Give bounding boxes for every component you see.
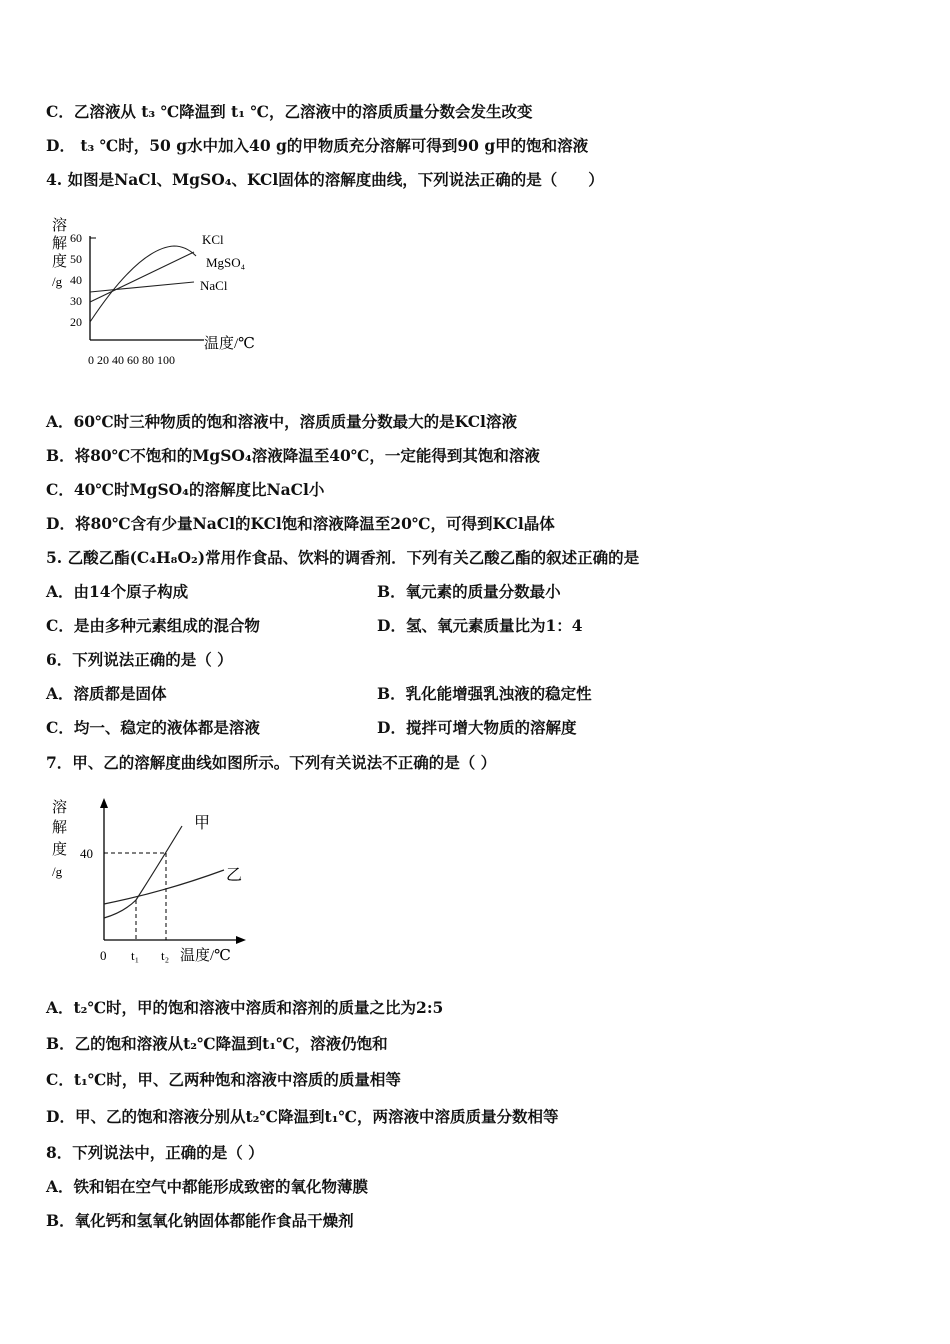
q5-option-a: A．由14个原子构成 bbox=[46, 582, 189, 601]
q4-option-a: A．60℃时三种物质的饱和溶液中，溶质质量分数最大的是KCl溶液 bbox=[46, 412, 517, 431]
q4-option-c: C．40℃时MgSO₄的溶解度比NaCl小 bbox=[46, 480, 325, 499]
q7-option-d: D．甲、乙的饱和溶液分别从t₂℃降温到t₁℃，两溶液中溶质质量分数相等 bbox=[46, 1107, 559, 1126]
g2-ytick-40: 40 bbox=[80, 846, 93, 861]
q5-option-d: D．氢、氧元素质量比为1：4 bbox=[377, 616, 583, 635]
q7-option-a: A．t₂℃时，甲的饱和溶液中溶质和溶剂的质量之比为2:5 bbox=[46, 998, 444, 1017]
q6-option-c: C．均一、稳定的液体都是溶液 bbox=[46, 718, 260, 737]
q8-option-a: A．铁和铝在空气中都能形成致密的氧化物薄膜 bbox=[46, 1177, 369, 1196]
g2-xtick-t1: t₁ bbox=[131, 948, 140, 963]
g2-ylabel-1: 溶 bbox=[52, 800, 68, 816]
g1-ytick-60: 60 bbox=[70, 231, 82, 245]
q5-stem: 5. 乙酸乙酯(C₄H₈O₂)常用作食品、饮料的调香剂．下列有关乙酸乙酯的叙述正确的是 bbox=[46, 548, 640, 567]
q8-stem: 8．下列说法中，正确的是（ ） bbox=[46, 1143, 264, 1162]
g1-xticks: 0 20 40 60 80 100 bbox=[88, 353, 175, 367]
g1-curve-nacl bbox=[90, 282, 194, 292]
g1-ytick-30: 30 bbox=[70, 294, 82, 308]
q3-option-d: D． t₃ ℃时，50 g水中加入40 g的甲物质充分溶解可得到90 g甲的饱和溶液 bbox=[46, 136, 589, 155]
q6-stem: 6．下列说法正确的是（ ） bbox=[46, 650, 233, 669]
g1-ytick-40: 40 bbox=[70, 273, 82, 287]
q4-option-b: B．将80℃不饱和的MgSO₄溶液降温至40℃，一定能得到其饱和溶液 bbox=[46, 446, 540, 465]
g1-curve-kcl bbox=[90, 252, 194, 302]
q7-option-b: B．乙的饱和溶液从t₂℃降温到t₁℃，溶液仍饱和 bbox=[46, 1034, 388, 1053]
q6-option-a: A．溶质都是固体 bbox=[46, 684, 167, 703]
solubility-graph-1 bbox=[44, 210, 284, 384]
g2-ylabel-3: 度 bbox=[52, 842, 68, 858]
q6-option-d: D．搅拌可增大物质的溶解度 bbox=[377, 718, 577, 737]
g1-legend-kcl: KCl bbox=[202, 232, 224, 247]
q5-option-c: C．是由多种元素组成的混合物 bbox=[46, 616, 260, 635]
g2-legend-yi: 乙 bbox=[226, 867, 243, 884]
q4-stem: 4. 如图是NaCl、MgSO₄、KCl固体的溶解度曲线，下列说法正确的是（ ） bbox=[46, 170, 604, 189]
g2-xtick-t2: t₂ bbox=[161, 948, 170, 963]
q6-option-b: B．乳化能增强乳浊液的稳定性 bbox=[377, 684, 592, 703]
g1-ylabel-4: /g bbox=[52, 274, 63, 289]
q4-option-d: D．将80℃含有少量NaCl的KCl饱和溶液降温至20℃，可得到KCl晶体 bbox=[46, 514, 555, 533]
g1-xlabel: 温度/℃ bbox=[204, 336, 255, 352]
solubility-graph-2 bbox=[44, 792, 264, 976]
g1-ytick-20: 20 bbox=[70, 315, 82, 329]
q8-option-b: B．氧化钙和氢氧化钠固体都能作食品干燥剂 bbox=[46, 1211, 354, 1230]
g2-xtick-0: 0 bbox=[100, 948, 107, 963]
g2-ylabel-2: 解 bbox=[52, 820, 68, 836]
g1-ylabel-2: 解 bbox=[52, 236, 68, 252]
q5-option-b: B．氧元素的质量分数最小 bbox=[377, 582, 561, 601]
g1-ylabel-1: 溶 bbox=[52, 218, 68, 234]
q7-option-c: C．t₁℃时，甲、乙两种饱和溶液中溶质的质量相等 bbox=[46, 1070, 401, 1089]
g1-ylabel-3: 度 bbox=[52, 254, 68, 270]
g2-legend-jia: 甲 bbox=[194, 815, 211, 832]
g2-xlabel: 温度/℃ bbox=[180, 948, 231, 964]
q7-stem: 7．甲、乙的溶解度曲线如图所示。下列有关说法不正确的是（ ） bbox=[46, 753, 497, 772]
g1-legend-mgso4: MgSO₄ bbox=[206, 255, 246, 270]
g1-ytick-50: 50 bbox=[70, 252, 82, 266]
g2-curve-yi bbox=[104, 870, 224, 904]
g1-curve-mgso4 bbox=[90, 246, 196, 322]
g2-ylabel-4: /g bbox=[52, 864, 63, 879]
g2-curve-jia bbox=[104, 826, 182, 918]
q3-option-c: C．乙溶液从 t₃ ℃降温到 t₁ ℃，乙溶液中的溶质质量分数会发生改变 bbox=[46, 102, 533, 121]
g1-legend-nacl: NaCl bbox=[200, 278, 228, 293]
